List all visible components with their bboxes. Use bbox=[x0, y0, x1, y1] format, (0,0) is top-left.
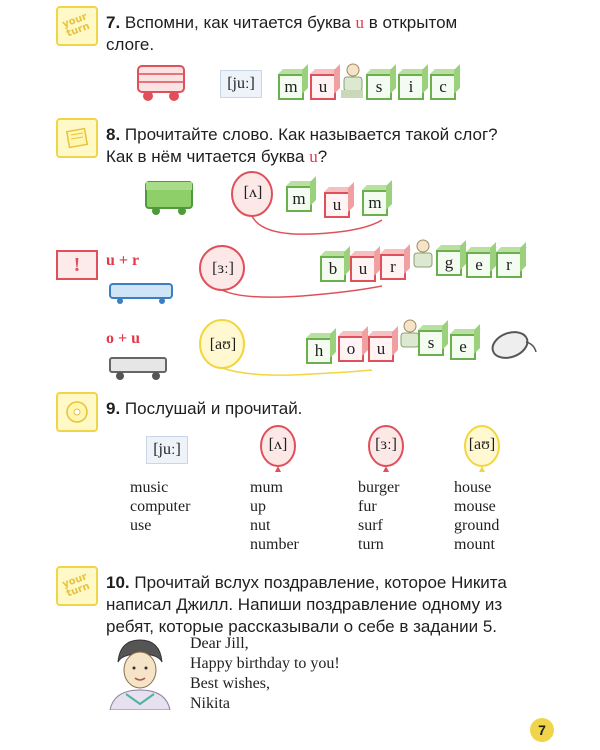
word-number: number bbox=[250, 536, 299, 553]
computer-mouse-icon bbox=[488, 328, 540, 362]
word-computer: computer bbox=[130, 498, 191, 515]
task-8-number: 8. bbox=[106, 125, 121, 144]
child-figure-icon bbox=[338, 62, 368, 102]
attention-badge bbox=[56, 250, 98, 280]
cd-audio-icon bbox=[65, 400, 89, 424]
task-7-cube-1: m bbox=[278, 74, 304, 100]
task-8-text: Прочитайте слово. Как называется такой слог? bbox=[124, 125, 498, 144]
word-ground: ground bbox=[454, 517, 500, 534]
rule-ou-cube-3: u bbox=[368, 336, 394, 362]
rule-ur-cube-3: r bbox=[380, 254, 406, 280]
task-9-col4-words bbox=[454, 478, 499, 554]
task-9-instruction bbox=[106, 398, 302, 420]
task-7-letter: u bbox=[355, 13, 365, 32]
letter-greeting: Dear Jill, bbox=[190, 635, 249, 652]
rule-ou-cube-1: h bbox=[306, 338, 332, 364]
task-10-text-line1: Прочитай вслух поздравление, которое Никита bbox=[134, 573, 507, 592]
task-7-instruction bbox=[106, 12, 546, 56]
word-turn: turn bbox=[358, 536, 384, 553]
task-7-text-line2: слоге. bbox=[106, 35, 155, 54]
task-9-col4-transcription: [aʊ] bbox=[468, 436, 496, 453]
exclamation-icon: ! bbox=[73, 253, 81, 276]
word-house: house bbox=[454, 479, 492, 496]
task-7-text: Вспомни, как читается буква bbox=[124, 13, 351, 32]
word-surf: surf bbox=[358, 517, 383, 534]
task-8-letter: u bbox=[309, 147, 318, 166]
task-10-number: 10. bbox=[106, 573, 130, 592]
task-7-number: 7. bbox=[106, 13, 121, 32]
green-box-car-icon bbox=[142, 178, 198, 218]
task-10-instruction bbox=[106, 572, 556, 638]
red-box-car-icon bbox=[134, 62, 190, 104]
task-8-cube-2: u bbox=[324, 192, 350, 218]
child-figure-icon bbox=[408, 238, 438, 278]
task-9-text: Послушай и прочитай. bbox=[124, 399, 303, 418]
task-10-text-line3: ребят, которые рассказывали о себе в задании 5. bbox=[106, 617, 497, 636]
word-mouse: mouse bbox=[454, 498, 496, 515]
your-turn-badge-text: your turn bbox=[61, 11, 92, 40]
task-9-col3-transcription: [ɜː] bbox=[375, 436, 397, 453]
task-8-qmark: ? bbox=[317, 147, 328, 166]
letter-signature: Nikita bbox=[190, 695, 230, 712]
task-8-cube-3: m bbox=[362, 190, 388, 216]
your-turn-badge bbox=[56, 566, 98, 606]
audio-badge bbox=[56, 392, 98, 432]
rule-ur-cube-1: b bbox=[320, 256, 346, 282]
task-7-cube-5: c bbox=[430, 74, 456, 100]
rule-ur-cube-6: r bbox=[496, 252, 522, 278]
task-10-text-line2: написал Джилл. Напиши поздравление одному из bbox=[106, 595, 503, 614]
word-use: use bbox=[130, 517, 152, 534]
rule-ur-transcription: [ɜː] bbox=[212, 260, 234, 277]
your-turn-badge-text: your turn bbox=[61, 571, 92, 600]
rule-ur-formula bbox=[106, 252, 139, 270]
task-7-cube-4: i bbox=[398, 74, 424, 100]
word-mum: mum bbox=[250, 479, 283, 496]
your-turn-badge bbox=[56, 6, 98, 46]
word-music: music bbox=[130, 479, 169, 496]
rule-ou-transcription: [aʊ] bbox=[209, 336, 237, 353]
task-7-cube-3: s bbox=[366, 74, 392, 100]
task-8-text-line2: Как в нём читается буква bbox=[106, 147, 305, 166]
rule-ur-cube-5: e bbox=[466, 252, 492, 278]
task-9-col1-words bbox=[130, 478, 190, 535]
rule-ur-cube-4: g bbox=[436, 250, 462, 276]
task-9-col2-words bbox=[250, 478, 299, 554]
blue-flat-car-icon bbox=[108, 280, 174, 306]
rule-ur-formula-text: u + r bbox=[106, 252, 140, 269]
task-9-col2-transcription: [ʌ] bbox=[268, 436, 288, 453]
word-mount: mount bbox=[454, 536, 495, 553]
rule-ou-formula-text: o + u bbox=[106, 330, 141, 347]
rule-ou-cube-2: o bbox=[338, 336, 364, 362]
boy-portrait-icon bbox=[104, 636, 174, 710]
letter-closing: Best wishes, bbox=[190, 675, 270, 692]
rule-ou-cube-4: s bbox=[418, 330, 444, 356]
notebook-badge bbox=[56, 118, 98, 158]
word-fur: fur bbox=[358, 498, 377, 515]
birthday-letter bbox=[190, 634, 340, 714]
task-9-col3-words bbox=[358, 478, 399, 554]
word-nut: nut bbox=[250, 517, 271, 534]
task-8-cube-1: m bbox=[286, 186, 312, 212]
task-7-transcription: [juː] bbox=[220, 70, 262, 98]
task-8-instruction bbox=[106, 124, 556, 168]
rule-ur-cube-2: u bbox=[350, 256, 376, 282]
letter-body: Happy birthday to you! bbox=[190, 655, 340, 672]
page-number: 7 bbox=[530, 718, 554, 742]
notebook-icon bbox=[65, 126, 89, 150]
task-9-col1-transcription: [juː] bbox=[146, 436, 188, 464]
task-7-cube-2: u bbox=[310, 74, 336, 100]
rule-ou-cube-5: e bbox=[450, 334, 476, 360]
task-8-transcription: [ʌ] bbox=[243, 184, 263, 201]
task-9-number: 9. bbox=[106, 399, 121, 418]
rule-ou-formula bbox=[106, 330, 140, 348]
word-up: up bbox=[250, 498, 266, 515]
task-7-text-end: в открытом bbox=[368, 13, 458, 32]
grey-car-icon bbox=[108, 352, 168, 382]
word-burger: burger bbox=[358, 479, 400, 496]
